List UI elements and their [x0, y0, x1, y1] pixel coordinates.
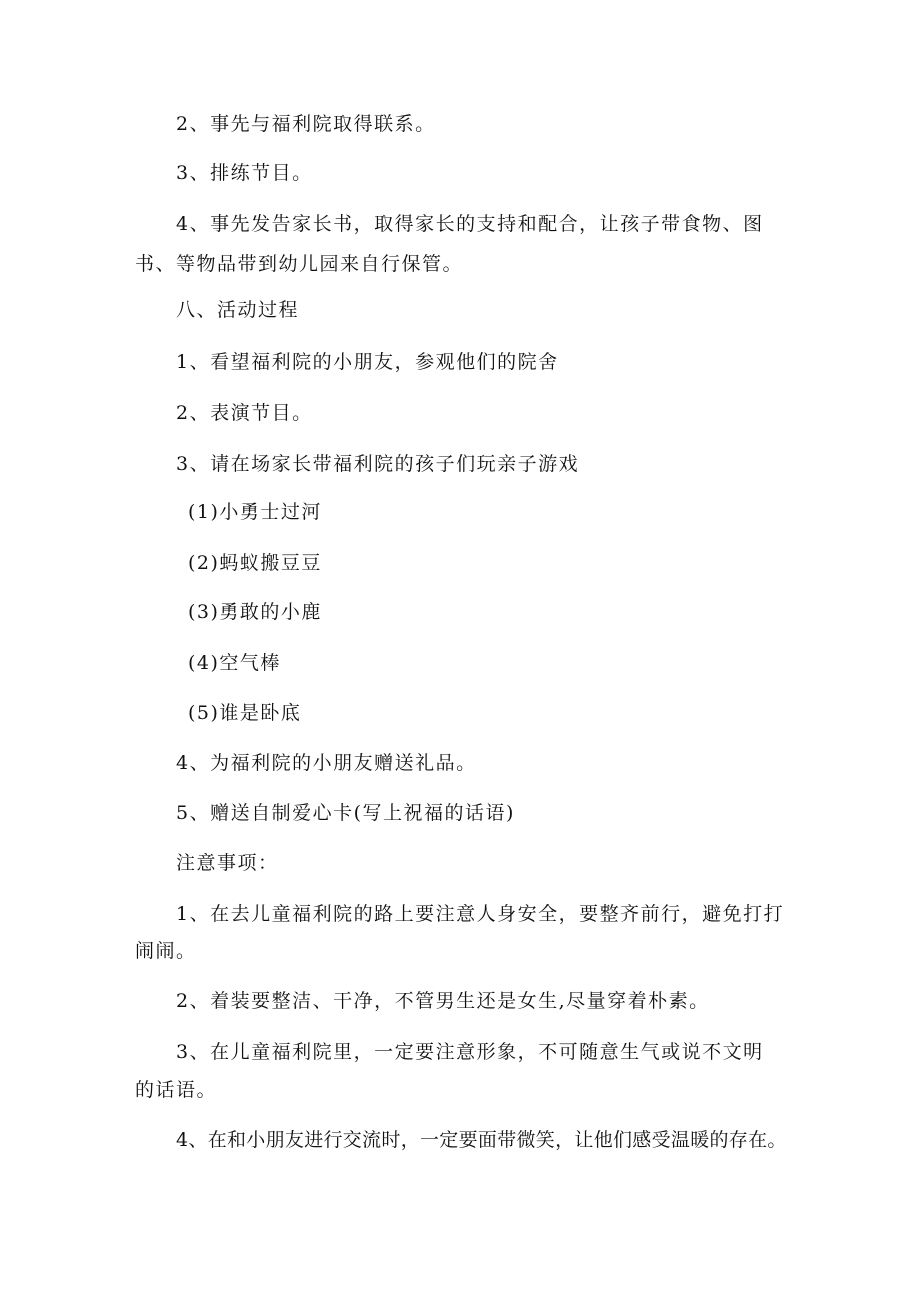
- prep-step-4-line-2: 书、等物品带到幼儿园来自行保管。: [135, 253, 464, 275]
- note-3-line-1: 3、在儿童福利院里，一定要注意形象，不可随意生气或说不文明: [176, 1041, 764, 1063]
- game-item-5: (5)谁是卧底: [188, 702, 302, 724]
- note-4: 4、在和小朋友进行交流时，一定要面带微笑，让他们感受温暖的存在。: [176, 1129, 787, 1151]
- process-step-3: 3、请在场家长带福利院的孩子们玩亲子游戏: [176, 453, 580, 475]
- section-heading-activity-process: 八、活动过程: [176, 299, 300, 321]
- process-step-1: 1、看望福利院的小朋友，参观他们的院舍: [176, 351, 559, 373]
- prep-step-2: 2、事先与福利院取得联系。: [176, 113, 436, 135]
- note-1-line-2: 闹闹。: [135, 940, 197, 962]
- note-1-line-1: 1、在去儿童福利院的路上要注意人身安全，要整齐前行，避免打打: [176, 903, 785, 925]
- note-2: 2、着装要整洁、干净，不管男生还是女生,尽量穿着朴素。: [176, 990, 710, 1012]
- process-step-2: 2、表演节目。: [176, 402, 313, 424]
- game-item-4: (4)空气棒: [188, 652, 281, 674]
- section-heading-notes: 注意事项：: [176, 852, 279, 874]
- process-step-5: 5、赠送自制爱心卡(写上祝福的话语): [176, 802, 515, 824]
- game-item-1: (1)小勇士过河: [188, 501, 322, 523]
- prep-step-3: 3、排练节目。: [176, 162, 313, 184]
- process-step-4: 4、为福利院的小朋友赠送礼品。: [176, 752, 477, 774]
- prep-step-4-line-1: 4、事先发告家长书，取得家长的支持和配合，让孩子带食物、图: [176, 213, 764, 235]
- game-item-3: (3)勇敢的小鹿: [188, 601, 322, 623]
- game-item-2: (2)蚂蚁搬豆豆: [188, 552, 322, 574]
- note-3-line-2: 的话语。: [135, 1079, 218, 1101]
